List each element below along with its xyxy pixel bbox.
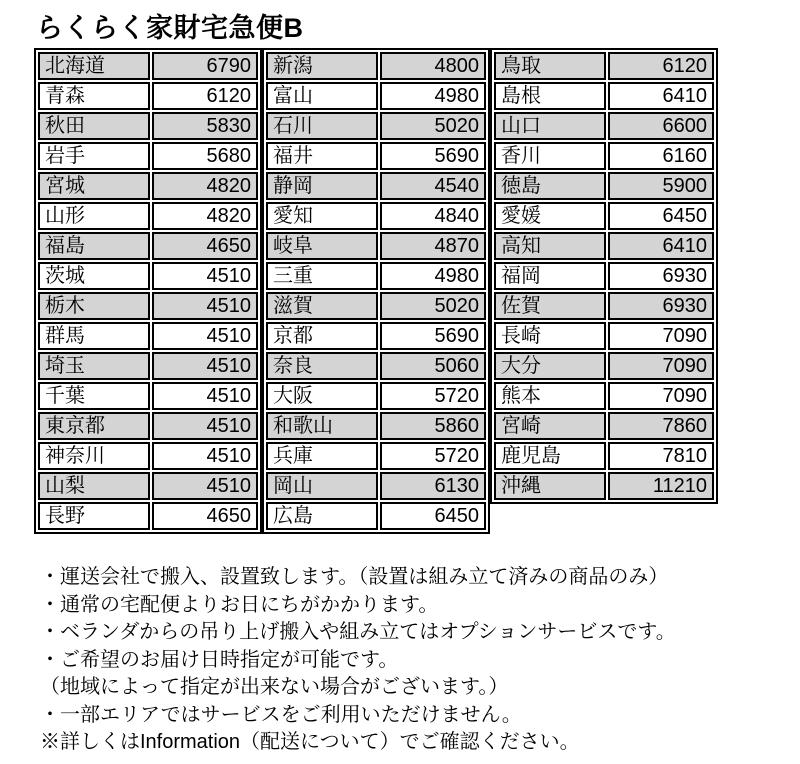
table-row [266,352,486,380]
table-row [38,502,258,530]
prefecture-cell: 山口 [494,112,606,140]
prefecture-cell: 栃木 [38,292,150,320]
price-table-east [34,48,262,534]
prefecture-cell: 長崎 [494,322,606,350]
price-cell: 7090 [608,322,714,350]
page-title: らくらく家財宅急便B [36,13,304,43]
prefecture-cell: 岩手 [38,142,150,170]
prefecture-cell: 長野 [38,502,150,530]
price-cell: 5720 [380,382,486,410]
price-cell: 4650 [152,502,258,530]
table-row [266,172,486,200]
table-row [494,262,714,290]
price-cell: 4510 [152,472,258,500]
prefecture-cell: 鹿児島 [494,442,606,470]
prefecture-cell: 岐阜 [266,232,378,260]
price-cell: 6160 [608,142,714,170]
price-cell: 4510 [152,292,258,320]
price-cell: 7810 [608,442,714,470]
price-cell: 4510 [152,412,258,440]
page [0,6,800,764]
table-row [266,112,486,140]
prefecture-cell: 高知 [494,232,606,260]
price-cell: 6930 [608,262,714,290]
prefecture-cell: 岡山 [266,472,378,500]
table-row [266,502,486,530]
price-cell: 6130 [380,472,486,500]
table-row [494,412,714,440]
table-row [266,472,486,500]
prefecture-cell: 愛知 [266,202,378,230]
prefecture-cell: 鳥取 [494,52,606,80]
table-row [494,112,714,140]
prefecture-cell: 宮崎 [494,412,606,440]
prefecture-cell: 静岡 [266,172,378,200]
prefecture-cell: 滋賀 [266,292,378,320]
prefecture-cell: 北海道 [38,52,150,80]
price-cell: 6450 [380,502,486,530]
price-cell: 4820 [152,202,258,230]
prefecture-cell: 和歌山 [266,412,378,440]
price-cell: 5860 [380,412,486,440]
table-row [494,292,714,320]
table-row [494,232,714,260]
prefecture-cell: 宮城 [38,172,150,200]
price-cell: 7090 [608,382,714,410]
table-row [494,202,714,230]
table-row [38,352,258,380]
note-line: ・ご希望のお届け日時指定が可能です。 [40,648,399,671]
price-cell: 6410 [608,82,714,110]
prefecture-cell: 広島 [266,502,378,530]
prefecture-cell: 徳島 [494,172,606,200]
table-row [38,322,258,350]
table-row [38,382,258,410]
price-cell: 5720 [380,442,486,470]
table-row [266,442,486,470]
prefecture-cell: 佐賀 [494,292,606,320]
price-cell: 5690 [380,142,486,170]
price-cell: 4510 [152,442,258,470]
price-cell: 4650 [152,232,258,260]
prefecture-cell: 兵庫 [266,442,378,470]
price-cell: 6450 [608,202,714,230]
table-row [494,322,714,350]
table-row [266,292,486,320]
table-row [266,232,486,260]
table-row [266,262,486,290]
table-row [38,112,258,140]
price-cell: 4510 [152,322,258,350]
note-line: （地域によって指定が出来ない場合がございます。） [40,676,509,698]
table-row [38,232,258,260]
notes-list [40,564,800,757]
price-cell: 6410 [608,232,714,260]
price-cell: 7090 [608,352,714,380]
price-cell: 6120 [152,82,258,110]
prefecture-cell: 京都 [266,322,378,350]
table-row [266,202,486,230]
prefecture-cell: 富山 [266,82,378,110]
price-tables [34,48,800,534]
table-row [266,142,486,170]
table-row [494,382,714,410]
note-line: ・運送会社で搬入、設置致します。（設置は組み立て済みの商品のみ） [40,566,669,588]
table-row [494,472,714,500]
prefecture-cell: 三重 [266,262,378,290]
table-row [38,442,258,470]
price-cell: 11210 [608,472,714,500]
prefecture-cell: 新潟 [266,52,378,80]
prefecture-cell: 福岡 [494,262,606,290]
price-cell: 4820 [152,172,258,200]
prefecture-cell: 神奈川 [38,442,150,470]
price-table-west [490,48,718,504]
price-cell: 4980 [380,262,486,290]
table-row [266,382,486,410]
prefecture-cell: 茨城 [38,262,150,290]
note-line: ・一部エリアではサービスをご利用いただけません。 [40,703,522,726]
price-cell: 4870 [380,232,486,260]
prefecture-cell: 群馬 [38,322,150,350]
price-cell: 7860 [608,412,714,440]
price-cell: 6790 [152,52,258,80]
prefecture-cell: 埼玉 [38,352,150,380]
table-row [38,262,258,290]
prefecture-cell: 香川 [494,142,606,170]
prefecture-cell: 奈良 [266,352,378,380]
price-cell: 4800 [380,52,486,80]
table-row [38,172,258,200]
note-line: ※詳しくはInformation（配送について）でご確認ください。 [40,731,580,753]
price-table-central [262,48,490,534]
prefecture-cell: 石川 [266,112,378,140]
price-cell: 6930 [608,292,714,320]
table-row [266,322,486,350]
prefecture-cell: 東京都 [38,412,150,440]
prefecture-cell: 島根 [494,82,606,110]
price-cell: 5830 [152,112,258,140]
table-row [494,52,714,80]
table-row [38,82,258,110]
prefecture-cell: 山梨 [38,472,150,500]
table-row [38,412,258,440]
prefecture-cell: 沖縄 [494,472,606,500]
prefecture-cell: 山形 [38,202,150,230]
note-line: ・通常の宅配便よりお日にちがかかります。 [40,593,439,616]
price-cell: 4980 [380,82,486,110]
price-cell: 4510 [152,352,258,380]
prefecture-cell: 青森 [38,82,150,110]
table-row [38,142,258,170]
prefecture-cell: 大阪 [266,382,378,410]
note-line: ・ベランダからの吊り上げ搬入や組み立てはオプションサービスです。 [40,621,676,643]
prefecture-cell: 大分 [494,352,606,380]
price-cell: 5900 [608,172,714,200]
table-row [494,172,714,200]
table-row [494,82,714,110]
prefecture-cell: 愛媛 [494,202,606,230]
table-row [38,202,258,230]
price-cell: 6120 [608,52,714,80]
table-row [38,52,258,80]
table-row [494,142,714,170]
prefecture-cell: 福井 [266,142,378,170]
price-cell: 5020 [380,112,486,140]
price-cell: 5060 [380,352,486,380]
prefecture-cell: 千葉 [38,382,150,410]
table-row [494,352,714,380]
table-row [494,442,714,470]
price-cell: 4840 [380,202,486,230]
price-cell: 5020 [380,292,486,320]
price-cell: 5680 [152,142,258,170]
table-row [266,82,486,110]
prefecture-cell: 熊本 [494,382,606,410]
table-row [38,472,258,500]
price-cell: 4510 [152,262,258,290]
table-row [38,292,258,320]
table-row [266,52,486,80]
prefecture-cell: 福島 [38,232,150,260]
price-cell: 6600 [608,112,714,140]
price-cell: 4510 [152,382,258,410]
prefecture-cell: 秋田 [38,112,150,140]
price-cell: 5690 [380,322,486,350]
price-cell: 4540 [380,172,486,200]
table-row [266,412,486,440]
